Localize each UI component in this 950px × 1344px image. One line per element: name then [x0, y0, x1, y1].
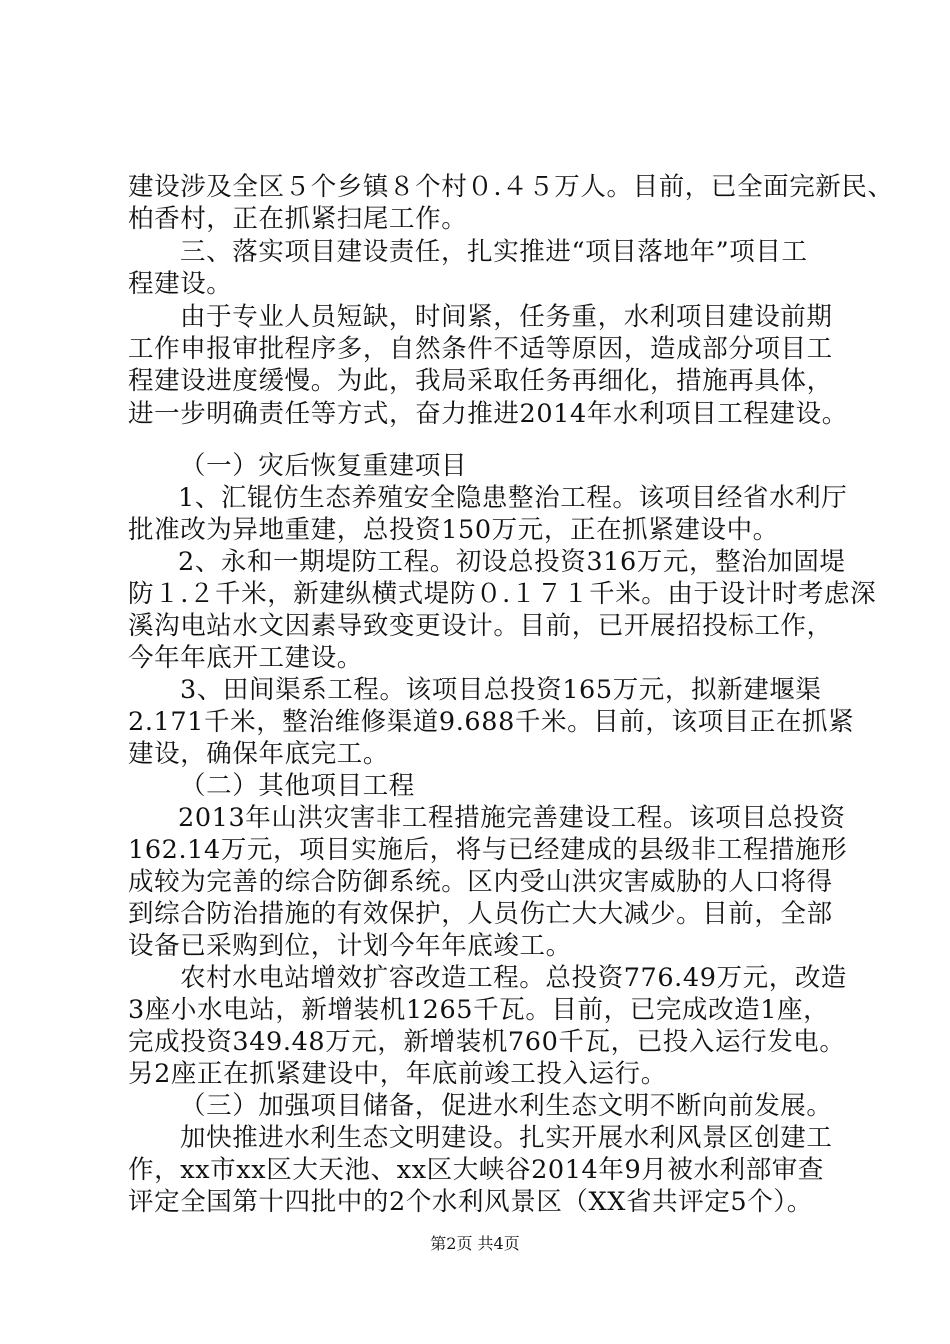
- text-line: 工作申报审批程序多，自然条件不适等原因，造成部分项目工: [128, 334, 833, 364]
- text-line: 成较为完善的综合防御系统。区内受山洪灾害威胁的人口将得: [128, 867, 833, 897]
- page-footer: 第2页 共4页: [430, 1234, 520, 1253]
- text-line: 程建设进度缓慢。为此，我局采取任务再细化，措施再具体，: [128, 366, 833, 396]
- text-line: 建设涉及全区５个乡镇８个村０.４５万人。目前，已全面完新民、: [128, 172, 894, 202]
- text-line: 进一步明确责任等方式，奋力推进2014年水利项目工程建设。: [128, 399, 848, 429]
- text-line: 到综合防治措施的有效保护，人员伤亡大大减少。目前，全部: [128, 899, 833, 929]
- text-line: 完成投资349.48万元，新增装机760千瓦，已投入运行发电。: [128, 1027, 846, 1057]
- text-line: 评定全国第十四批中的2个水利风景区（XX省共评定5个）。: [128, 1187, 813, 1217]
- text-line: 3座小水电站，新增装机1265千瓦。目前，已完成改造1座，: [128, 995, 830, 1025]
- subsection-heading: （一）灾后恢复重建项目: [180, 451, 468, 481]
- text-line: 作，xx市xx区大天池、xx区大峡谷2014年9月被水利部审查: [128, 1155, 825, 1185]
- text-line: 今年年底开工建设。: [128, 643, 363, 673]
- subsection-heading: （三）加强项目储备，促进水利生态文明不断向前发展。: [180, 1091, 833, 1121]
- text-line: 柏香村，正在抓紧扫尾工作。: [128, 204, 468, 234]
- text-line: 1、汇锟仿生态养殖安全隐患整治工程。该项目经省水利厅: [178, 483, 848, 513]
- text-line: 农村水电站增效扩容改造工程。总投资776.49万元，改造: [180, 963, 848, 993]
- text-line: 另2座正在抓紧建设中，年底前竣工投入运行。: [128, 1059, 667, 1089]
- text-line: 2.171千米，整治维修渠道9.688千米。目前，该项目正在抓紧: [128, 707, 855, 737]
- text-line: 由于专业人员短缺，时间紧，任务重，水利项目建设前期: [180, 302, 833, 332]
- text-line: 2、永和一期堤防工程。初设总投资316万元，整治加固堤: [178, 547, 846, 577]
- section-heading: 三、落实项目建设责任，扎实推进“项目落地年”项目工: [180, 237, 808, 267]
- section-heading: 程建设。: [128, 269, 233, 299]
- text-line: 3、田间渠系工程。该项目总投资165万元，拟新建堰渠: [180, 675, 822, 705]
- text-line: 防１.２千米，新建纵横式堤防０.１７１千米。由于设计时考虑深: [128, 579, 877, 609]
- text-line: 建设，确保年底完工。: [128, 739, 390, 769]
- text-line: 设备已采购到位，计划今年年底竣工。: [128, 931, 572, 961]
- subsection-heading: （二）其他项目工程: [180, 771, 415, 801]
- text-line: 批准改为异地重建，总投资150万元，正在抓紧建设中。: [128, 515, 779, 545]
- text-line: 162.14万元，项目实施后，将与已经建成的县级非工程措施形: [128, 835, 848, 865]
- text-line: 加快推进水利生态文明建设。扎实开展水利风景区创建工: [180, 1123, 833, 1153]
- text-line: 2013年山洪灾害非工程措施完善建设工程。该项目总投资: [178, 803, 846, 833]
- text-line: 溪沟电站水文因素导致变更设计。目前，已开展招投标工作，: [128, 611, 833, 641]
